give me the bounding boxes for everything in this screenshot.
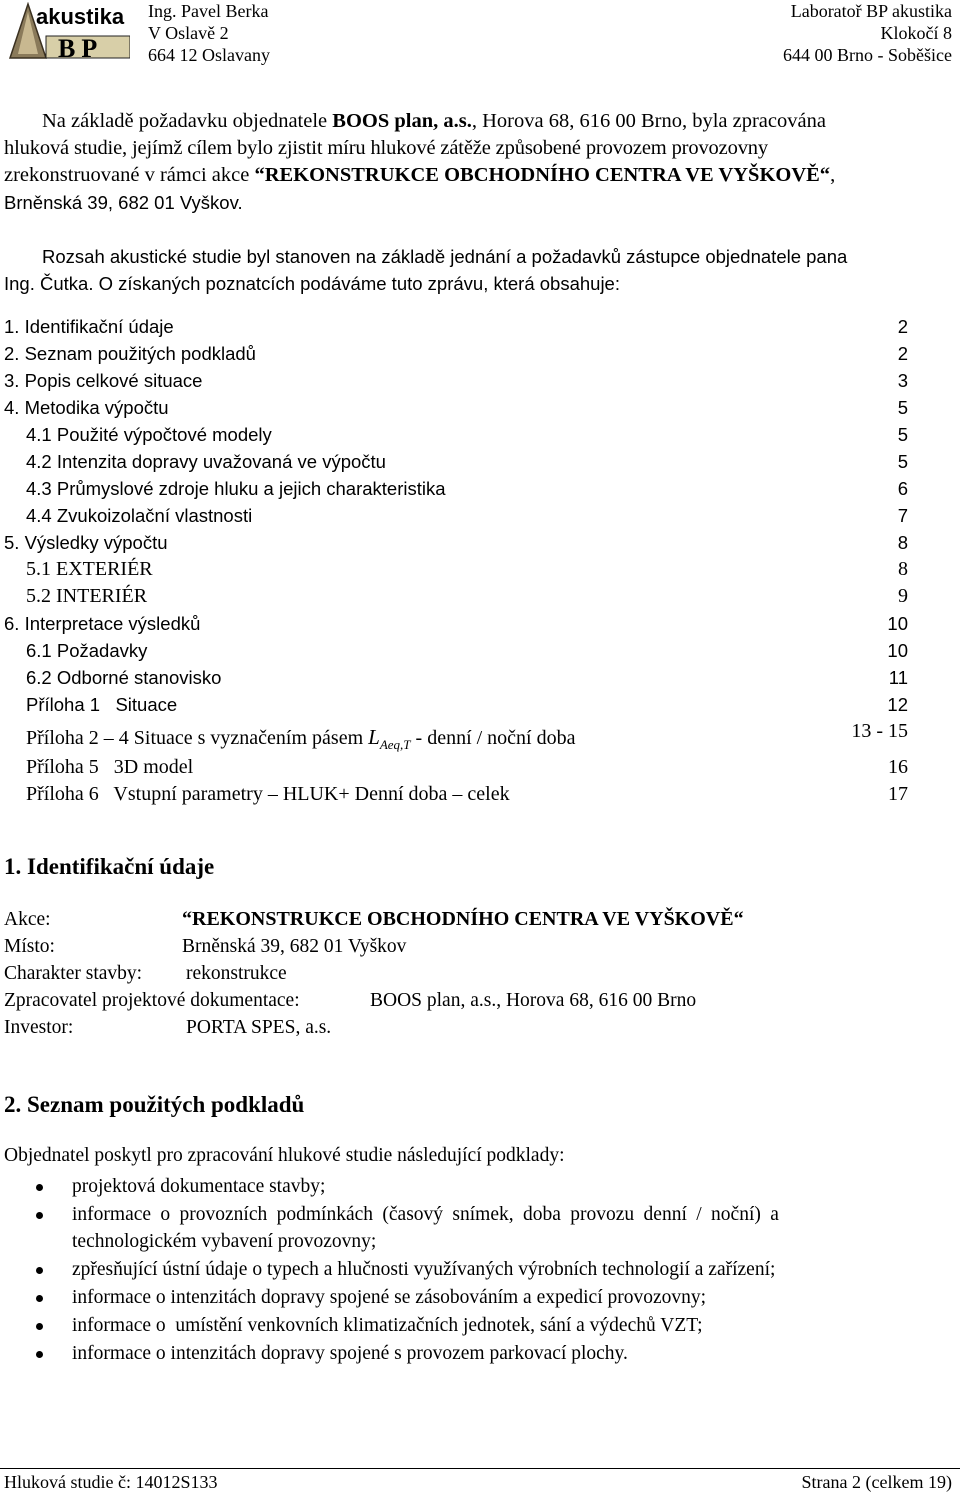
client-name: BOOS plan, a.s. <box>332 110 472 132</box>
list-item-text: projektová dokumentace stavby; <box>72 1176 326 1197</box>
intro-text: , <box>830 164 836 186</box>
intro-text: , Horova 68, 616 00 Brno, byla zpracována <box>471 110 826 132</box>
header-address-right <box>783 0 952 66</box>
list-item-text: informace o intenzitách dopravy spojené s provozem parkovací plochy. <box>72 1343 628 1364</box>
toc-page: 8 <box>897 532 908 553</box>
header-address-left <box>148 0 270 66</box>
toc-row <box>26 502 908 529</box>
list-item-text: informace o provozních podmínkách (časový snímek, doba provozu denní / noční) a <box>72 1204 779 1225</box>
toc-page: 8 <box>898 558 908 580</box>
akce-label: Akce: <box>4 909 51 930</box>
toc-page: 9 <box>898 585 908 607</box>
list-item-text: zpřesňující ústní údaje o typech a hlučnosti využívaných výrobních technologií a zařízení; <box>72 1259 776 1280</box>
bullet-icon <box>36 1295 43 1302</box>
toc-row <box>26 448 908 475</box>
toc-row <box>26 421 908 448</box>
toc-row <box>26 556 908 583</box>
toc-page: 17 <box>888 783 908 805</box>
header-right-line: Laboratoř BP akustika <box>790 1 952 21</box>
intro-text: zrekonstruované v rámci akce <box>4 164 255 186</box>
intro-text: Na základě požadavku objednatele <box>42 110 333 132</box>
toc-label: 4.4 Zvukoizolační vlastnosti <box>26 505 253 526</box>
misto-value: Brněnská 39, 682 01 Vyškov <box>182 936 407 957</box>
toc-page: 7 <box>897 505 908 526</box>
subscript-aeq: Aeq,T <box>379 737 411 752</box>
toc-label: 4.2 Intenzita dopravy uvažovaná ve výpočtu <box>26 451 386 472</box>
toc-row <box>4 367 908 394</box>
intro-line: Brněnská 39, 682 01 Vyškov. <box>4 192 243 213</box>
logo-text-top: akustika <box>36 4 125 29</box>
list-item-text: technologickém vybavení provozovny; <box>72 1231 377 1252</box>
toc-label: 6.1 Požadavky <box>26 640 148 661</box>
toc-page: 12 <box>887 694 908 715</box>
zpracovatel-value: BOOS plan, a.s., Horova 68, 616 00 Brno <box>370 990 697 1011</box>
toc-row <box>4 529 908 556</box>
toc-label: 4.3 Průmyslové zdroje hluku a jejich charakteristika <box>26 478 446 499</box>
toc-page: 2 <box>897 343 908 364</box>
header-right-line: 644 00 Brno - Soběšice <box>783 45 952 65</box>
toc-row <box>26 583 908 610</box>
toc-row <box>26 475 908 502</box>
toc-label: 3. Popis celkové situace <box>4 370 203 391</box>
toc-label-text: Příloha 2 – 4 Situace s vyznačením pásem <box>26 727 364 749</box>
misto-label: Místo: <box>4 936 55 957</box>
toc-page: 13 - 15 <box>851 720 908 742</box>
toc-row <box>4 340 908 367</box>
intro-line <box>4 162 956 189</box>
symbol-l: L <box>368 725 380 749</box>
toc-label: Příloha 6 Vstupní parametry – HLUK+ Denní doba – celek <box>26 783 510 805</box>
toc-label: 4. Metodika výpočtu <box>4 397 169 418</box>
toc-page: 3 <box>897 370 908 391</box>
intro-line: hluková studie, jejímž cílem bylo zjistit míru hlukové zátěže způsobené provozem provozovny <box>4 137 768 159</box>
toc-row <box>26 754 908 781</box>
project-name: “REKONSTRUKCE OBCHODNÍHO CENTRA VE VYŠKOVĚ“ <box>254 164 831 186</box>
toc-label: 5.1 EXTERIÉR <box>26 558 153 580</box>
toc-label: 5. Výsledky výpočtu <box>4 532 168 553</box>
toc-page: 5 <box>897 397 908 418</box>
toc-page: 10 <box>887 640 908 661</box>
toc-page: 10 <box>887 613 908 634</box>
toc-label: 5.2 INTERIÉR <box>26 585 148 607</box>
toc-label: 6.2 Odborné stanovisko <box>26 667 222 688</box>
scope-line: Ing. Čutka. O získaných poznatcích podáváme tuto zprávu, která obsahuje: <box>4 273 620 294</box>
header-left-line: V Oslavě 2 <box>148 23 229 43</box>
list-item-text: informace o intenzitách dopravy spojené se zásobováním a expedicí provozovny; <box>72 1287 707 1308</box>
intro-paragraph <box>4 108 956 216</box>
bullet-icon <box>36 1267 43 1274</box>
bullet-icon <box>36 1351 43 1358</box>
toc-page: 5 <box>897 451 908 472</box>
zpracovatel-label: Zpracovatel projektové dokumentace: <box>4 990 300 1011</box>
footer-document-id: Hluková studie č: 14012S133 <box>4 1472 218 1492</box>
bullet-icon <box>36 1323 43 1330</box>
investor-label: Investor: <box>4 1017 74 1038</box>
charakter-value: rekonstrukce <box>186 963 287 984</box>
footer-page-number: Strana 2 (celkem 19) <box>801 1472 952 1492</box>
toc-row <box>26 718 908 756</box>
section2-intro: Objednatel poskytl pro zpracování hlukové studie následující podklady: <box>4 1145 565 1166</box>
toc-row <box>26 664 908 691</box>
scope-paragraph <box>4 243 956 297</box>
toc-page: 5 <box>897 424 908 445</box>
toc-label: 6. Interpretace výsledků <box>4 613 201 634</box>
list-item-text: informace o umístění venkovních klimatizačních jednotek, sání a výdechů VZT; <box>72 1315 703 1336</box>
toc-page: 6 <box>897 478 908 499</box>
toc-row <box>26 691 908 718</box>
charakter-label: Charakter stavby: <box>4 963 143 984</box>
toc-label: 1. Identifikační údaje <box>4 316 174 337</box>
company-logo <box>6 2 130 60</box>
section1-title: 1. Identifikační údaje <box>4 854 215 879</box>
bullet-icon <box>36 1184 43 1191</box>
toc-page: 16 <box>888 756 908 778</box>
scope-line: Rozsah akustické studie byl stanoven na základě jednání a požadavků zástupce objednatele pana <box>42 246 848 267</box>
toc-row <box>4 313 908 340</box>
bullet-icon <box>36 1212 43 1219</box>
investor-value: PORTA SPES, a.s. <box>186 1017 332 1038</box>
toc-row <box>26 781 908 808</box>
header-right-line: Klokočí 8 <box>880 23 952 43</box>
toc-label: 4.1 Použité výpočtové modely <box>26 424 272 445</box>
toc-page: 2 <box>897 316 908 337</box>
header-left-line: 664 12 Oslavany <box>148 45 270 65</box>
footer-divider <box>0 1468 960 1469</box>
toc-row <box>4 610 908 637</box>
akce-value: “REKONSTRUKCE OBCHODNÍHO CENTRA VE VYŠKOVĚ“ <box>182 908 744 930</box>
toc-label: Příloha 5 3D model <box>26 756 194 778</box>
logo-graphic <box>6 2 130 60</box>
toc-label-text: - denní / noční doba <box>410 727 576 749</box>
toc-page: 11 <box>888 667 908 688</box>
logo-text-bottom: BP <box>58 34 104 60</box>
intro-line <box>4 108 956 135</box>
toc-row <box>26 637 908 664</box>
section2-title: 2. Seznam použitých podkladů <box>4 1092 305 1117</box>
toc-row <box>4 394 908 421</box>
toc-label: Příloha 1 Situace <box>26 694 178 715</box>
header-left-line: Ing. Pavel Berka <box>148 1 269 21</box>
toc-label: 2. Seznam použitých podkladů <box>4 343 256 364</box>
